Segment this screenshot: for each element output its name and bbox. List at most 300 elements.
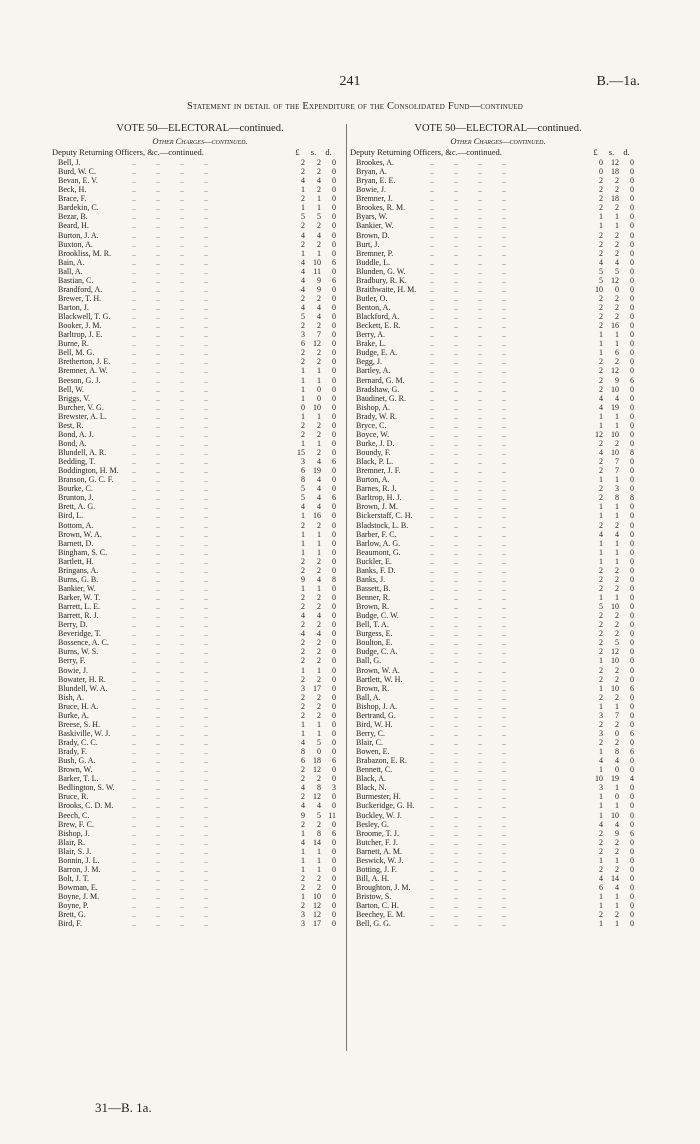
table-row [350,194,646,203]
payee-name: Bryan, E. E. [356,176,396,186]
amount-pounds: 2 [301,158,305,167]
leader-dots: .. .. .. .. [122,538,208,548]
amount-pounds: 2 [301,565,305,575]
table-row [52,883,348,892]
payee-name: Bernard, G. M. [356,375,405,385]
amount-shillings: 2 [615,837,619,847]
table-row [52,638,348,647]
amount-pounds: 1 [301,728,305,738]
amount-pence: 0 [630,738,634,747]
leader-dots: .. .. .. .. [420,892,506,902]
leader-dots: .. .. .. .. [420,275,506,285]
amount-pounds: 1 [301,855,305,865]
payee-name: Burton, A. [356,475,390,485]
amount-pence: 0 [630,565,634,575]
table-row [52,584,348,593]
payee-name: Bonnin, J. L. [58,855,100,865]
amount-shillings: 10 [611,448,619,457]
amount-pounds: 2 [599,665,603,675]
payee-name: Blackwell, T. G. [58,312,111,322]
amount-pounds: 2 [599,910,603,920]
amount-pence: 0 [630,919,634,929]
table-row [52,548,348,557]
amount-pounds: 1 [599,556,603,566]
table-row [350,892,646,901]
amount-pence: 0 [332,901,336,911]
payee-name: Blundell, W. A. [58,683,108,693]
payee-name: Brown, W. [58,765,93,775]
table-row [350,856,646,865]
amount-shillings: 7 [615,457,619,467]
payee-name: Bickerstaff, C. H. [356,511,413,521]
amount-pounds: 2 [301,167,305,177]
leader-dots: .. .. .. .. [122,176,208,186]
amount-pounds: 1 [599,212,603,222]
leader-dots: .. .. .. .. [122,629,208,639]
amount-shillings: 10 [313,257,321,267]
amount-pounds: 4 [599,819,603,829]
amount-pence: 0 [630,248,634,258]
leader-dots: .. .. .. .. [420,810,506,820]
payee-name: Burcher, V. G. [58,402,104,412]
amount-pence: 8 [630,448,634,457]
leader-dots: .. .. .. .. [420,194,506,204]
table-row [350,240,646,249]
amount-shillings: 2 [615,665,619,675]
payee-name: Booker, J. M. [58,321,102,331]
leader-dots: .. .. .. .. [122,266,208,276]
leader-dots: .. .. .. .. [420,466,506,476]
table-row [52,774,348,783]
leader-dots: .. .. .. .. [122,230,208,240]
amount-pence: 0 [630,837,634,847]
amount-pounds: 2 [599,565,603,575]
amount-pence: 0 [332,176,336,186]
payee-name: Bond, A. [58,438,87,448]
amount-pounds: 5 [599,275,603,285]
amount-pounds: 12 [595,429,603,439]
table-row [350,883,646,892]
amount-pence: 0 [332,647,336,657]
amount-shillings: 4 [615,883,619,892]
amount-shillings: 14 [313,837,321,847]
payee-name: Bastian, C. [58,275,94,285]
payee-name: Brabazon, E. R. [356,756,407,766]
table-row [52,231,348,240]
amount-shillings: 9 [317,275,321,285]
payee-name: Beveridge, T. [58,629,102,639]
amount-pounds: 3 [301,910,305,920]
leader-dots: .. .. .. .. [420,348,506,358]
amount-pounds: 1 [599,701,603,711]
table-row [52,348,348,357]
entries-list [52,158,348,928]
amount-pence: 6 [332,457,336,467]
payee-name: Bell, M. G. [58,348,95,358]
amount-pence: 0 [630,647,634,657]
leader-dots: .. .. .. .. [420,873,506,883]
leader-dots: .. .. .. .. [122,393,208,403]
leader-dots: .. .. .. .. [420,411,506,421]
payee-name: Bringans, A. [58,565,99,575]
leader-dots: .. .. .. .. [122,438,208,448]
payee-name: Baskiville, W. J. [58,728,111,738]
amount-shillings: 4 [317,176,321,186]
amount-pounds: 3 [301,919,305,929]
amount-shillings: 2 [615,293,619,303]
table-row [350,430,646,439]
payee-name: Brady, F. [58,747,87,757]
payee-name: Bruce, R. [58,792,89,802]
payee-name: Brown, R. [356,683,390,693]
amount-shillings: 0 [317,384,321,394]
payee-name: Besley, G. [356,819,390,829]
table-row [350,376,646,385]
payee-name: Beechey, E. M. [356,910,406,920]
amount-shillings: 4 [317,502,321,512]
amount-pounds: 2 [599,203,603,213]
amount-pounds: 9 [301,810,305,820]
amount-pounds: 2 [301,819,305,829]
amount-pence: 0 [332,402,336,412]
table-row [350,321,646,330]
leader-dots: .. .. .. .. [420,185,506,195]
amount-shillings: 5 [317,212,321,222]
amount-pounds: 2 [599,484,603,494]
amount-shillings: 2 [317,520,321,530]
amount-shillings: 10 [611,683,619,693]
amount-pounds: 2 [301,692,305,702]
leader-dots: .. .. .. .. [420,293,506,303]
leader-dots: .. .. .. .. [122,837,208,847]
amount-pounds: 4 [301,257,305,267]
amount-shillings: 1 [317,529,321,539]
amount-shillings: 0 [615,792,619,802]
table-row [52,448,348,457]
payee-name: Barton, J. [58,303,89,312]
amount-pence: 0 [630,656,634,666]
table-row [52,792,348,801]
table-row [52,502,348,511]
amount-pence: 0 [332,284,336,294]
table-row [350,711,646,720]
table-row [350,412,646,421]
table-row [52,720,348,729]
amount-pounds: 2 [599,638,603,648]
amount-shillings: 2 [615,312,619,322]
payee-name: Budge, C. W. [356,611,399,621]
payee-name: Burns, G. B. [58,574,99,584]
leader-dots: .. .. .. .. [122,221,208,231]
amount-pence: 0 [332,484,336,494]
table-row [52,575,348,584]
amount-pounds: 1 [599,593,603,602]
payee-name: Barltrop, H. J. [356,493,402,503]
table-row [52,856,348,865]
amount-shillings: 12 [611,366,619,376]
amount-pence: 0 [630,158,634,167]
amount-pounds: 2 [301,420,305,430]
amount-pounds: 1 [301,864,305,874]
payee-name: Brown, D. [356,230,390,240]
leader-dots: .. .. .. .. [122,411,208,421]
payee-name: Black, A. [356,774,386,784]
amount-pence: 0 [332,846,336,856]
table-row [52,357,348,366]
amount-shillings: 12 [313,765,321,775]
amount-shillings: 2 [615,438,619,448]
amount-pounds: 2 [599,457,603,467]
leader-dots: .. .. .. .. [420,611,506,621]
amount-shillings: 1 [615,330,619,340]
amount-pence: 4 [630,774,634,784]
table-row [52,303,348,312]
amount-pence: 0 [332,629,336,639]
payee-name: Bird, W. H. [356,719,393,729]
amount-shillings: 1 [615,212,619,222]
amount-pence: 3 [332,783,336,793]
amount-pence: 6 [332,275,336,285]
payee-name: Butcher, F. J. [356,837,398,847]
table-row [350,910,646,919]
right-column [350,122,646,928]
leader-dots: .. .. .. .. [122,303,208,312]
amount-shillings: 12 [611,158,619,167]
amount-shillings: 2 [317,593,321,602]
amount-shillings: 1 [615,339,619,349]
amount-pence: 0 [630,293,634,303]
amount-pence: 0 [630,203,634,213]
amount-pounds: 2 [599,674,603,684]
payee-name: Beck, H. [58,185,87,195]
amount-pounds: 2 [301,239,305,249]
table-row [350,466,646,475]
leader-dots: .. .. .. .. [420,158,506,167]
amount-pence: 0 [630,719,634,729]
amount-pence: 0 [630,167,634,177]
amount-shillings: 9 [615,828,619,838]
table-row [350,765,646,774]
leader-dots: .. .. .. .. [420,819,506,829]
table-row [52,285,348,294]
amount-pence: 0 [332,185,336,195]
amount-pounds: 2 [599,620,603,630]
leader-dots: .. .. .. .. [122,402,208,412]
amount-pounds: 1 [599,348,603,358]
table-row [52,466,348,475]
payee-name: Burke, J. D. [356,438,395,448]
payee-name: Berry, F. [58,656,86,666]
table-row [52,403,348,412]
payee-name: Bristow, S. [356,892,392,902]
table-row [350,901,646,910]
table-row [350,602,646,611]
amount-pounds: 4 [599,873,603,883]
payee-name: Budge, E. A. [356,348,398,358]
table-row [350,557,646,566]
amount-shillings: 2 [317,647,321,657]
amount-pence: 0 [332,665,336,675]
amount-shillings: 2 [317,448,321,457]
amount-pence: 0 [630,275,634,285]
leader-dots: .. .. .. .. [420,420,506,430]
payee-name: Bardekin, C. [58,203,99,213]
amount-pounds: 10 [595,774,603,784]
amount-shillings: 18 [611,194,619,204]
payee-name: Bankier, W. [356,221,394,231]
statement-title: Statement in detail of the Expenditure of the Consolidated Fund—continued [187,101,523,112]
amount-pence: 0 [332,303,336,312]
amount-pounds: 2 [599,611,603,621]
amount-pence: 0 [630,330,634,340]
amount-pence: 0 [332,910,336,920]
table-row [52,158,348,167]
payee-name: Brady, W. R. [356,411,398,421]
amount-pence: 0 [332,366,336,376]
amount-pence: 8 [332,574,336,584]
payee-name: Burke, A. [58,710,89,720]
table-row [350,357,646,366]
payee-name: Bennett, C. [356,765,393,775]
leader-dots: .. .. .. .. [122,602,208,612]
table-row [52,385,348,394]
payee-name: Boddington, H. M. [58,466,119,476]
table-row [52,593,348,602]
amount-pounds: 6 [301,339,305,349]
amount-pence: 0 [630,873,634,883]
table-row [350,829,646,838]
amount-shillings: 1 [615,701,619,711]
table-row [52,693,348,702]
amount-shillings: 4 [317,312,321,322]
amount-shillings: 1 [615,556,619,566]
leader-dots: .. .. .. .. [420,629,506,639]
amount-shillings: 7 [615,466,619,476]
leader-dots: .. .. .. .. [122,783,208,793]
leader-dots: .. .. .. .. [420,774,506,784]
amount-shillings: 2 [317,565,321,575]
payee-name: Buddle, L. [356,257,390,267]
shillings-header: s. [608,147,615,157]
amount-pounds: 2 [301,774,305,784]
amount-pence: 0 [332,547,336,557]
payee-name: Bingham, S. C. [58,547,108,557]
amount-shillings: 9 [317,284,321,294]
payee-name: Bankier, W. [58,583,96,593]
table-row [52,267,348,276]
amount-pence: 0 [332,792,336,802]
payee-name: Berry, A. [356,330,386,340]
amount-shillings: 1 [615,411,619,421]
table-row [52,457,348,466]
leader-dots: .. .. .. .. [122,312,208,322]
amount-pounds: 2 [599,185,603,195]
payee-name: Ball, A. [356,692,381,702]
table-row [52,629,348,638]
leader-dots: .. .. .. .. [122,819,208,829]
payee-name: Bryan, A. [356,167,387,177]
amount-shillings: 2 [615,520,619,530]
amount-pence: 0 [332,502,336,512]
amount-shillings: 6 [615,348,619,358]
amount-pence: 0 [630,466,634,476]
amount-pounds: 1 [301,547,305,557]
amount-pounds: 6 [301,466,305,476]
leader-dots: .. .. .. .. [420,593,506,602]
payee-name: Botting, J. F. [356,864,397,874]
amount-pence: 0 [332,212,336,222]
table-row [350,530,646,539]
table-row [350,874,646,883]
leader-dots: .. .. .. .. [122,710,208,720]
table-row [52,620,348,629]
table-row [52,484,348,493]
amount-pence: 0 [630,901,634,911]
leader-dots: .. .. .. .. [122,275,208,285]
table-row [52,475,348,484]
table-row [52,539,348,548]
amount-pence: 0 [332,638,336,648]
amount-pounds: 1 [599,656,603,666]
leader-dots: .. .. .. .. [122,194,208,204]
section-heading-row [350,147,646,158]
payee-name: Barron, J. M. [58,864,101,874]
payee-name: Beech, C. [58,810,90,820]
amount-shillings: 0 [615,765,619,775]
leader-dots: .. .. .. .. [122,910,208,920]
leader-dots: .. .. .. .. [420,366,506,376]
amount-pence: 0 [332,312,336,322]
amount-shillings: 8 [317,828,321,838]
vote-heading: VOTE 50—ELECTORAL—continued. [116,123,284,134]
amount-shillings: 2 [615,574,619,584]
leader-dots: .. .. .. .. [420,574,506,584]
amount-pence: 0 [332,683,336,693]
amount-pence: 0 [630,846,634,856]
amount-shillings: 2 [615,230,619,240]
amount-pence: 0 [630,484,634,494]
amount-shillings: 4 [615,756,619,766]
payee-name: Barton, C. H. [356,901,399,911]
payee-name: Brookliss, M. R. [58,248,112,258]
amount-shillings: 8 [615,747,619,757]
payee-name: Buckley, W. J. [356,810,402,820]
amount-pence: 0 [332,221,336,231]
payee-name: Beckett, E. R. [356,321,401,331]
amount-pence: 0 [630,438,634,448]
amount-shillings: 1 [317,583,321,593]
amount-pence: 0 [332,393,336,403]
amount-pounds: 0 [599,167,603,177]
table-row [52,276,348,285]
table-row [350,267,646,276]
leader-dots: .. .. .. .. [420,457,506,467]
table-row [52,412,348,421]
leader-dots: .. .. .. .. [122,212,208,222]
amount-pence: 0 [332,674,336,684]
amount-shillings: 8 [317,783,321,793]
leader-dots: .. .. .. .. [122,620,208,630]
amount-pounds: 1 [599,747,603,757]
payee-name: Bish, A. [58,692,85,702]
table-row [52,511,348,520]
leader-dots: .. .. .. .. [122,158,208,167]
amount-shillings: 2 [317,692,321,702]
leader-dots: .. .. .. .. [122,257,208,267]
table-row [350,747,646,756]
payee-name: Burd, W. C. [58,167,97,177]
amount-shillings: 2 [615,692,619,702]
